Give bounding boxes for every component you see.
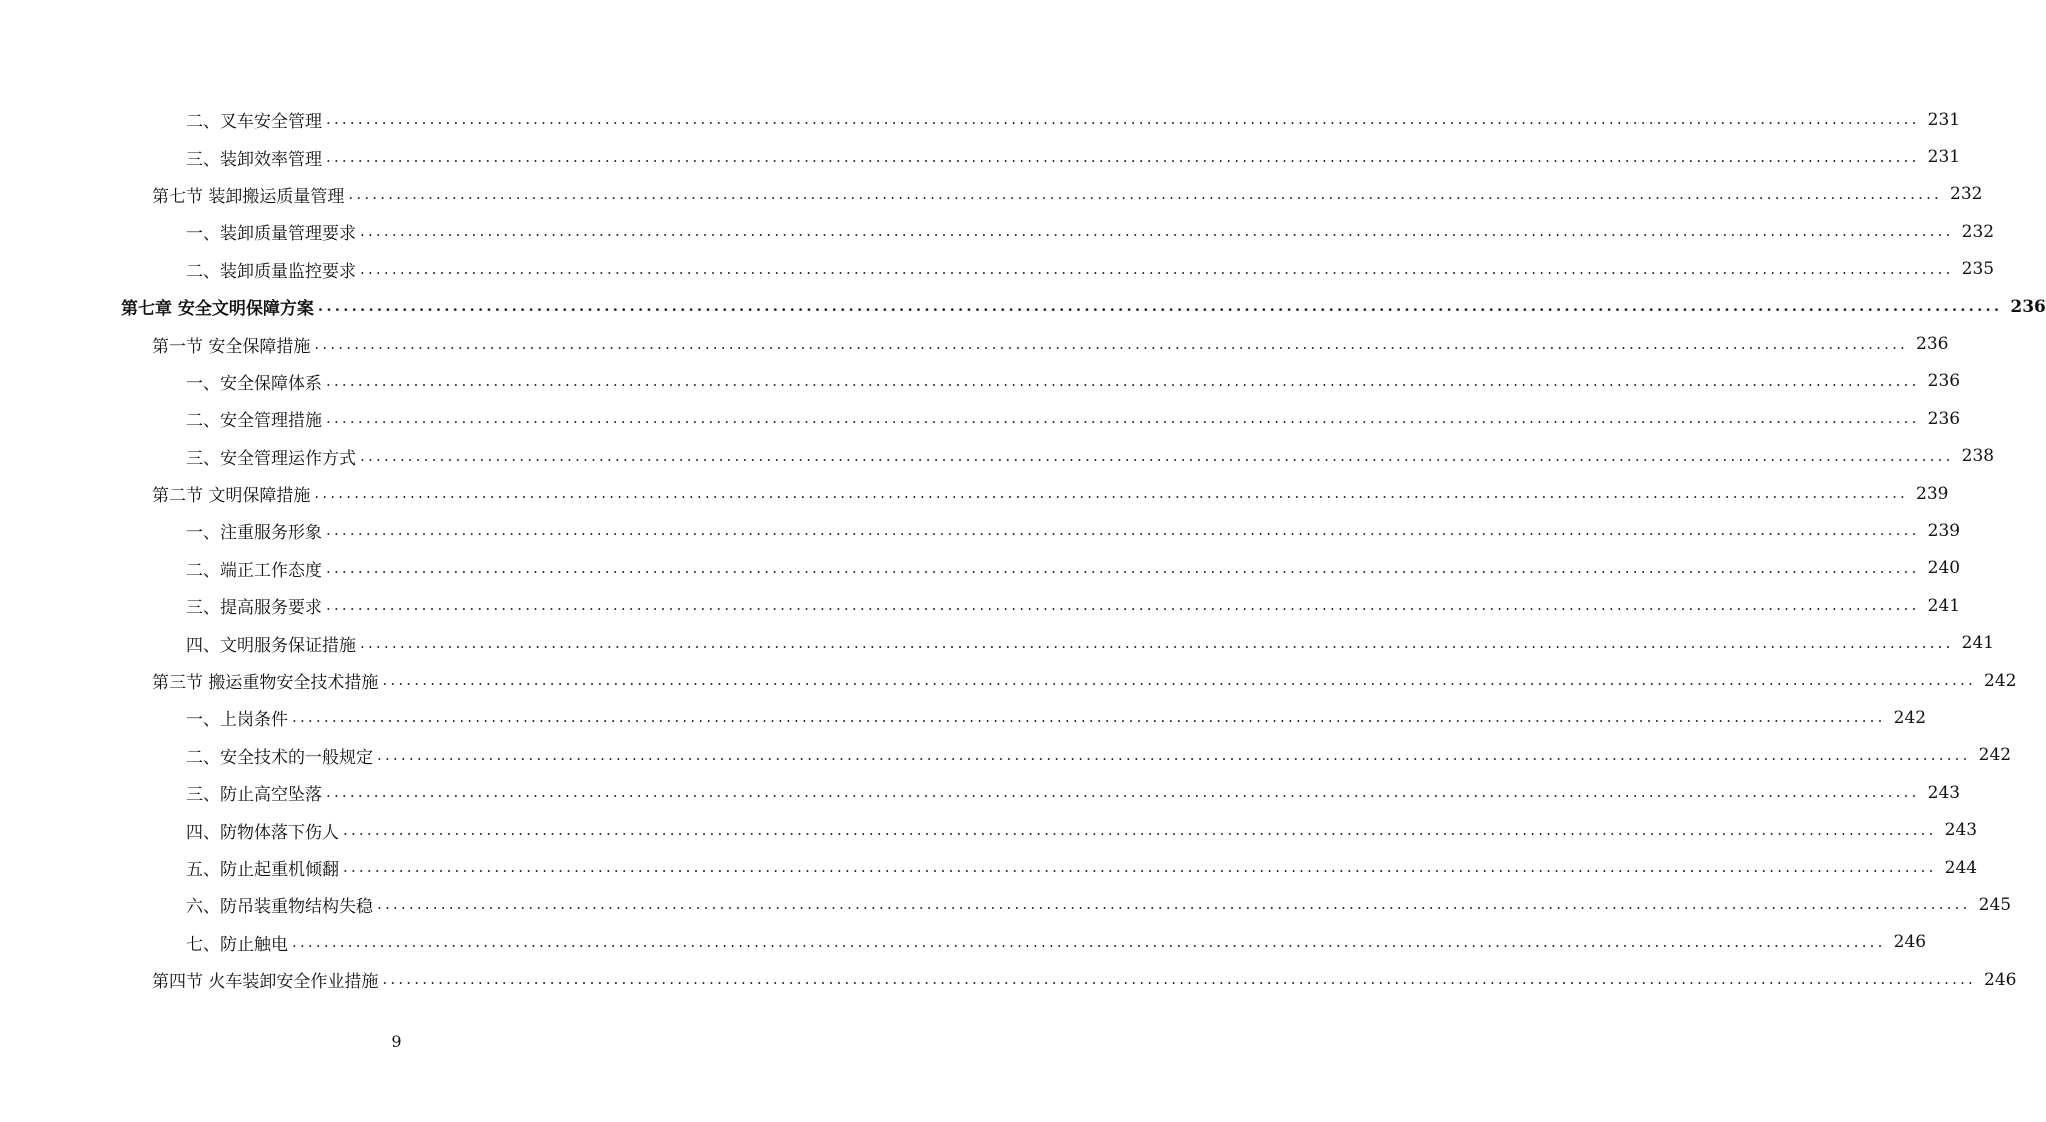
toc-entry-label: 第二节 文明保障措施 (152, 486, 311, 507)
toc-entry-page: 239 (1927, 520, 1961, 541)
toc-entry-label: 一、注重服务形象 (186, 523, 322, 544)
toc-dot-leader: ........................................................................................................................................................................................................ (326, 110, 1920, 129)
toc-entry-label: 六、防吊装重物结构失稳 (186, 897, 373, 918)
toc-dot-leader: ........................................................................................................................................................................................................ (317, 297, 2003, 316)
toc-entry[interactable] (0, 176, 1983, 213)
toc-dot-leader: ........................................................................................................................................................................................................ (326, 409, 1920, 428)
toc-entry-page: 232 (1950, 184, 1983, 205)
toc-entry-label: 三、提高服务要求 (186, 598, 322, 619)
toc-entry[interactable] (0, 774, 1961, 811)
toc-entry-page: 232 (1961, 221, 1995, 242)
toc-entry-page: 236 (1916, 334, 1949, 355)
toc-entry-page: 242 (1978, 745, 2012, 766)
toc-entry[interactable] (0, 624, 1995, 661)
toc-entry-page: 236 (2010, 296, 2046, 317)
toc-dot-leader: ........................................................................................................................................................................................................ (292, 708, 1886, 727)
toc-entry-label: 四、防物体落下伤人 (186, 822, 339, 843)
toc-entry-page: 243 (1944, 820, 1978, 841)
toc-dot-leader: ........................................................................................................................................................................................................ (292, 932, 1886, 951)
toc-entry[interactable] (0, 849, 1978, 886)
toc-entry[interactable] (0, 138, 1961, 175)
toc-dot-leader: ........................................................................................................................................................................................................ (314, 334, 1909, 353)
toc-entry-label: 第三节 搬运重物安全技术措施 (152, 673, 379, 694)
toc-entry-page: 239 (1916, 483, 1949, 504)
toc-entry-page: 240 (1927, 558, 1961, 579)
table-of-contents (0, 101, 2046, 998)
toc-dot-leader: ........................................................................................................................................................................................................ (377, 745, 1971, 764)
toc-dot-leader: ........................................................................................................................................................................................................ (360, 222, 1954, 241)
toc-entry[interactable] (0, 737, 2012, 774)
page-number: 9 (391, 1032, 402, 1051)
toc-entry-page: 235 (1961, 259, 1995, 280)
toc-entry-label: 三、防止高空坠落 (186, 785, 322, 806)
toc-entry-label: 三、装卸效率管理 (186, 149, 322, 170)
toc-entry-label: 一、装卸质量管理要求 (186, 224, 356, 245)
toc-entry-page: 242 (1893, 707, 1927, 728)
toc-entry[interactable] (0, 475, 1949, 512)
toc-entry-label: 二、安全管理措施 (186, 411, 322, 432)
toc-entry[interactable] (0, 512, 1961, 549)
toc-dot-leader: ........................................................................................................................................................................................................ (360, 633, 1954, 652)
toc-dot-leader: ........................................................................................................................................................................................................ (326, 558, 1920, 577)
toc-entry-page: 244 (1944, 857, 1978, 878)
toc-entry-page: 241 (1961, 633, 1995, 654)
toc-entry-label: 第四节 火车装卸安全作业措施 (152, 972, 379, 993)
toc-dot-leader: ........................................................................................................................................................................................................ (382, 671, 1977, 690)
toc-entry-page: 236 (1927, 408, 1961, 429)
toc-entry-page: 245 (1978, 894, 2012, 915)
toc-dot-leader: ........................................................................................................................................................................................................ (326, 596, 1920, 615)
toc-dot-leader: ........................................................................................................................................................................................................ (314, 484, 1909, 503)
toc-dot-leader: ........................................................................................................................................................................................................ (326, 147, 1920, 166)
toc-entry-label: 二、安全技术的一般规定 (186, 747, 373, 768)
toc-dot-leader: ........................................................................................................................................................................................................ (348, 184, 1943, 203)
toc-entry[interactable] (0, 961, 2017, 998)
toc-entry-label: 三、安全管理运作方式 (186, 448, 356, 469)
toc-entry[interactable] (0, 251, 1995, 288)
toc-entry[interactable] (0, 662, 2017, 699)
toc-entry[interactable] (0, 886, 2012, 923)
toc-entry-label: 五、防止起重机倾翻 (186, 860, 339, 880)
toc-entry-page: 242 (1984, 670, 2017, 691)
toc-dot-leader: ........................................................................................................................................................................................................ (326, 371, 1920, 390)
toc-entry-page: 236 (1927, 371, 1961, 392)
toc-entry-label: 第一节 安全保障措施 (152, 336, 311, 357)
toc-entry[interactable] (0, 438, 1995, 475)
toc-entry-page: 238 (1961, 446, 1995, 467)
toc-entry[interactable] (0, 699, 1927, 736)
toc-entry[interactable] (0, 101, 1961, 138)
toc-entry-label: 第七章 安全文明保障方案 (121, 299, 314, 320)
toc-entry-page: 246 (1984, 969, 2017, 990)
toc-entry-page: 241 (1927, 595, 1961, 616)
toc-entry[interactable] (0, 550, 1961, 587)
toc-entry-label: 七、防止触电 (186, 934, 288, 955)
toc-entry-label: 第七节 装卸搬运质量管理 (152, 186, 345, 207)
toc-dot-leader: ........................................................................................................................................................................................................ (343, 820, 1937, 839)
toc-entry-label: 一、安全保障体系 (186, 373, 322, 394)
toc-dot-leader: ........................................................................................................................................................................................................ (326, 783, 1920, 802)
toc-entry[interactable] (0, 213, 1995, 250)
toc-dot-leader: ........................................................................................................................................................................................................ (360, 259, 1954, 278)
toc-entry-page: 243 (1927, 782, 1961, 803)
toc-entry-label: 二、装卸质量监控要求 (186, 261, 356, 282)
toc-dot-leader: ........................................................................................................................................................................................................ (326, 521, 1920, 540)
toc-entry-page: 246 (1893, 932, 1927, 953)
toc-entry[interactable] (0, 288, 2046, 325)
toc-dot-leader: ........................................................................................................................................................................................................ (382, 970, 1977, 989)
toc-entry-label: 二、叉车安全管理 (186, 112, 322, 133)
toc-entry[interactable] (0, 811, 1978, 848)
toc-dot-leader: ........................................................................................................................................................................................................ (377, 895, 1971, 914)
toc-entry[interactable] (0, 924, 1927, 961)
toc-entry[interactable] (0, 400, 1961, 437)
toc-entry[interactable] (0, 325, 1949, 362)
toc-entry[interactable] (0, 587, 1961, 624)
toc-entry-label: 二、端正工作态度 (186, 560, 322, 581)
toc-dot-leader: ........................................................................................................................................................................................................ (360, 446, 1954, 465)
toc-entry-label: 一、上岗条件 (186, 710, 288, 731)
toc-entry-page: 231 (1927, 147, 1961, 168)
toc-entry[interactable] (0, 363, 1961, 400)
toc-dot-leader: ........................................................................................................................................................................................................ (343, 858, 1937, 876)
toc-entry-page: 231 (1927, 109, 1961, 130)
toc-entry-label: 四、文明服务保证措施 (186, 635, 356, 656)
